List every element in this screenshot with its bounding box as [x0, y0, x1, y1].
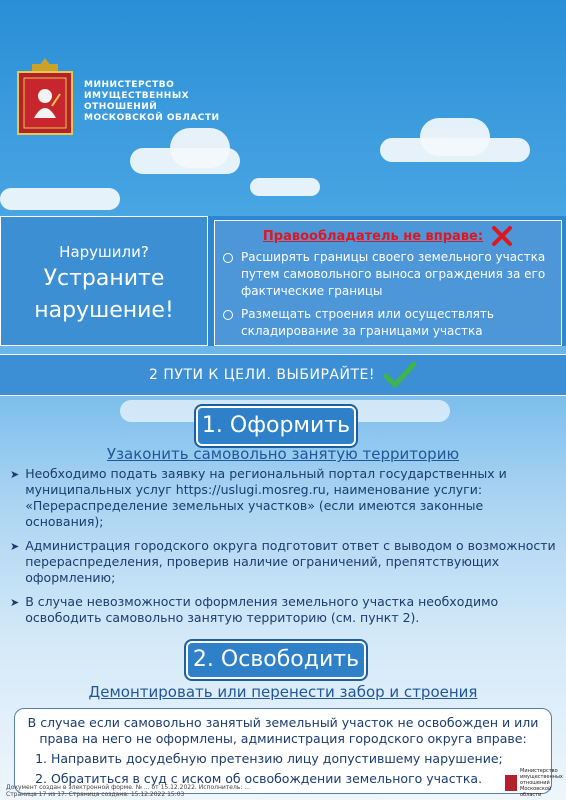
ministry-name [84, 80, 234, 124]
step1-heading-button: 1. Оформить [196, 406, 356, 446]
paths-banner-text: 2 ПУТИ К ЦЕЛИ. ВЫБИРАЙТЕ! [149, 367, 375, 383]
step1-bullet [10, 466, 558, 530]
bullet-circle-icon [223, 310, 233, 320]
rights-title: Правообладатель не вправе: [262, 228, 484, 244]
rights-item [223, 306, 553, 340]
step1-bullet-text: Администрация городского округа подготовит ответ с выводом о возможности перераспределения, проверив наличие ограничений, препятствующих оформлению; [25, 538, 556, 585]
admin-rights-intro: В случае если самовольно занятый земельный участок не освобожден и или права на него не оформлены, администрация городского округа вправе: [27, 715, 539, 746]
rights-item-text: Расширять границы своего земельного участка путем самовольного выноса ограждения за его фактические границы [241, 250, 546, 298]
cloud-decoration [0, 188, 120, 210]
document-footer [0, 768, 566, 800]
admin-rights-item: 1. Направить досудебную претензию лицу допустившему нарушение; [51, 751, 541, 767]
ministry-line: МИНИСТЕРСТВО [84, 80, 175, 90]
footer-logo-caption: Министерство имущественных отношений Московской области [520, 768, 563, 798]
violation-callout [0, 216, 208, 346]
bullet-circle-icon [223, 253, 233, 263]
violation-call-line: Устраните [43, 266, 165, 291]
arrow-bullet-icon: ➤ [10, 596, 20, 609]
rights-item [223, 249, 553, 300]
footer-logo [505, 768, 563, 798]
cloud-decoration [170, 128, 230, 168]
arrow-bullet-icon: ➤ [10, 540, 20, 553]
footer-line: Страница 17 из 17. Страница создана: 15.12.2022 15:03 [6, 791, 185, 798]
step2-heading-button: 2. Освободить [186, 641, 366, 679]
ministry-line: ИМУЩЕСТВЕННЫХ [84, 91, 190, 101]
ministry-line: МОСКОВСКОЙ ОБЛАСТИ [84, 113, 220, 123]
green-check-icon [383, 361, 417, 389]
step1-subtitle: Узаконить самовольно занятую территорию [106, 445, 460, 463]
step2-subtitle: Демонтировать или перенести забор и строения [88, 683, 478, 701]
cloud-decoration [250, 178, 320, 196]
rights-heading [223, 225, 553, 247]
admin-rights-item: 2. Обратиться в суд с иском об освобождении земельного участка. [51, 771, 541, 787]
paths-banner [0, 354, 566, 396]
red-cross-icon [491, 225, 513, 247]
step1-bullet-text: В случае невозможности оформления земельного участка необходимо освободить самовольно занятую территорию (см. пункт 2). [25, 594, 499, 625]
violation-call-line: нарушение! [34, 298, 174, 323]
arrow-bullet-icon: ➤ [10, 468, 20, 481]
ministry-line: ОТНОШЕНИЙ [84, 102, 158, 112]
rights-item-text: Размещать строения или осуществлять складирование за границами участка [241, 307, 494, 338]
violation-question: Нарушили? [59, 243, 149, 261]
footer-doc-info [6, 784, 250, 798]
step1-bullets [10, 466, 558, 634]
coat-of-arms-icon [505, 775, 517, 791]
step1-bullet [10, 594, 558, 626]
rights-list [223, 249, 553, 340]
footer-line: Документ создан в электронной форме. № ... от 15.12.2022. Исполнитель: ... [6, 784, 250, 791]
step1-bullet-text: Необходимо подать заявку на региональный портал государственных и муниципальных услуг https://uslugi.mosreg.ru, наименование услуги: «Перераспределение земельных участков» (если имеются законные основания); [25, 466, 507, 529]
moscow-region-coat-of-arms-icon [14, 56, 76, 136]
cloud-decoration [420, 118, 490, 156]
rights-panel [214, 220, 562, 346]
step1-bullet [10, 538, 558, 586]
